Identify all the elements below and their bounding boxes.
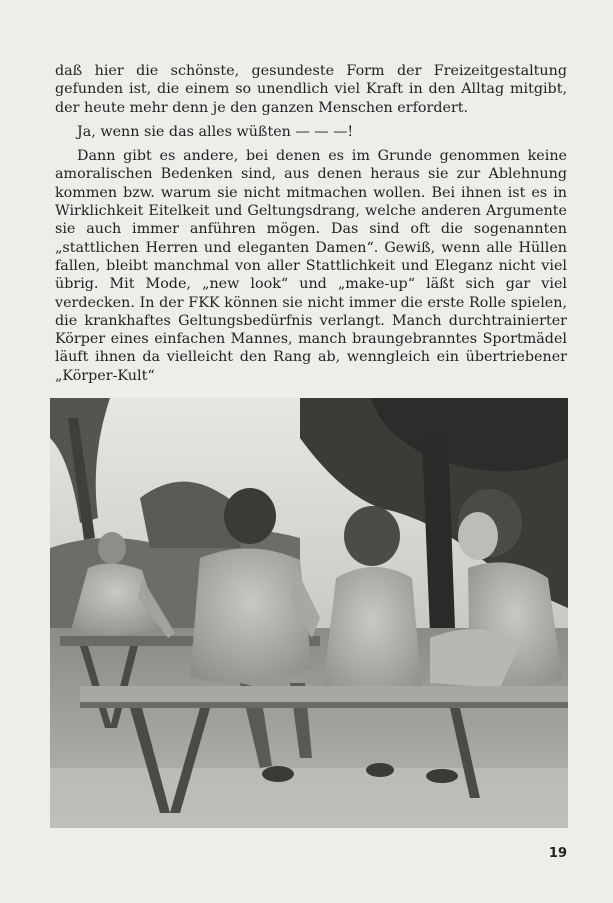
body-text — [55, 62, 567, 385]
paragraph-3: Dann gibt es andere, bei denen es im Grunde genommen keine amoralischen Bedenken sind, aus denen heraus sie zur Ablehnung kommen bzw. warum sie nicht mitmachen wollen. Bei ihnen ist es in Wirklichkeit Eitelkeit und Geltungsdrang, welche anderen Argumente sie auch immer anführen mögen. Das sind oft die sogenannten „stattlichen Herren und eleganten Damen“. Gewiß, wenn alle Hüllen fallen, bleibt manchmal von aller Stattlichkeit und Eleganz nicht viel übrig. Mit Mode, „new look“ und „make-up“ läßt sich gar viel verdecken. In der FKK können sie nicht immer die erste Rolle spielen, die krankhaftes Geltungsbedürfnis verlangt. Manch durchtrainierter Körper eines einfachen Mannes, manch braungebranntes Sportmädel läuft ihnen da vielleicht den Rang ab, wenngleich ein übertriebener „Körper-Kult“ — [55, 148, 567, 384]
paragraph-1: daß hier die schönste, gesundeste Form der Freizeitgestaltung gefunden ist, die einem so unendlich viel Kraft in den Alltag mitgibt, der heute mehr denn je den ganzen Menschen erfordert. — [55, 63, 567, 116]
page-number: 19 — [548, 846, 567, 861]
paragraph-2: Ja, wenn sie das alles wüßten — — —! — [77, 123, 354, 140]
photograph — [50, 398, 568, 828]
